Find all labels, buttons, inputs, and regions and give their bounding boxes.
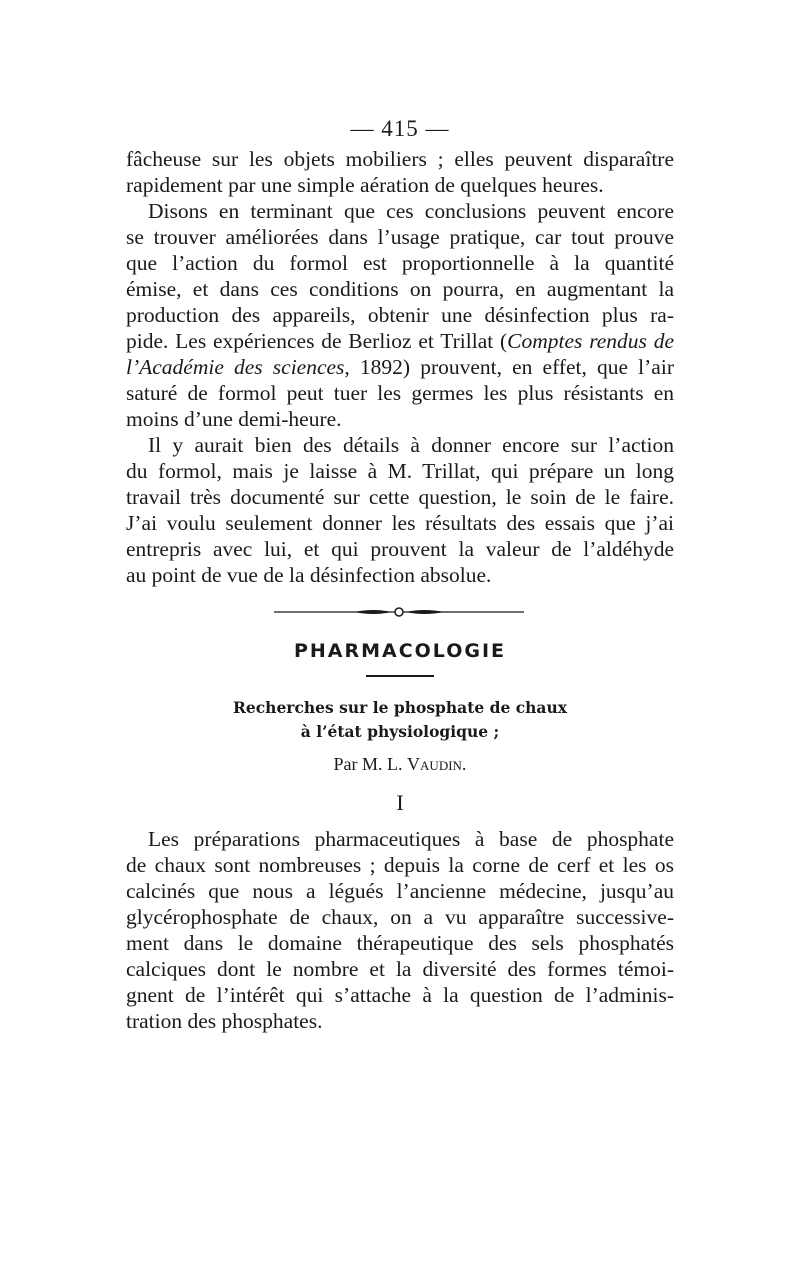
text-line: moins d’une demi-heure. bbox=[126, 407, 342, 431]
text-line: J’ai voulu seulement donner les résultats des essais que j’ai bbox=[126, 511, 674, 535]
text-line: calcinés que nous a légués l’ancienne médecine, jusqu’au bbox=[126, 879, 674, 903]
paragraph-conclusions bbox=[126, 198, 674, 432]
text-line bbox=[126, 354, 674, 380]
text-segment: , 1892) prouvent, en effet, que l’air bbox=[344, 355, 674, 379]
text-line: au point de vue de la désinfection absolue. bbox=[126, 563, 492, 587]
text-line: Les préparations pharmaceutiques à base de phosphate bbox=[148, 827, 674, 851]
text-line: que l’action du formol est proportionnelle à la quantité bbox=[126, 251, 674, 275]
text-line: se trouver améliorées dans l’usage pratique, car tout prouve bbox=[126, 225, 674, 249]
citation-italic: l’Académie des sciences bbox=[126, 355, 345, 379]
text-line: de chaux sont nombreuses ; depuis la corne de cerf et les os bbox=[126, 853, 674, 877]
text-line: entrepris avec lui, et qui prouvent la valeur de l’aldéhyde bbox=[126, 537, 674, 561]
text-line: émise, et dans ces conditions on pourra, en augmentant la bbox=[126, 277, 674, 301]
article-title-line: à l’état physiologique ; bbox=[300, 722, 500, 741]
text-line: fâcheuse sur les objets mobiliers ; elles peuvent disparaître bbox=[126, 147, 674, 171]
text-line: glycérophosphate de chaux, on a vu apparaître successive- bbox=[126, 905, 674, 929]
paragraph-continuation bbox=[126, 146, 674, 198]
section-title: PHARMACOLOGIE bbox=[293, 640, 507, 662]
text-line: calciques dont le nombre et la diversité des formes témoi- bbox=[126, 957, 674, 981]
text-line: gnent de l’intérêt qui s’attache à la question de l’adminis- bbox=[126, 983, 674, 1007]
author-line bbox=[0, 754, 800, 775]
ornamental-divider bbox=[274, 604, 524, 620]
text-segment: pide. Les expériences de Berlioz et Trillat ( bbox=[126, 329, 508, 353]
article-title bbox=[0, 696, 800, 744]
title-underline bbox=[366, 675, 434, 677]
text-line: Disons en terminant que ces conclusions peuvent encore bbox=[148, 199, 674, 223]
text-line: du formol, mais je laisse à M. Trillat, qui prépare un long bbox=[126, 459, 674, 483]
text-line: saturé de formol peut tuer les germes les plus résistants en bbox=[126, 381, 674, 405]
part-number: I bbox=[396, 790, 404, 815]
text-line: Il y aurait bien des détails à donner encore sur l’action bbox=[148, 433, 674, 457]
article-title-line: Recherches sur le phosphate de chaux bbox=[233, 698, 567, 717]
text-line: travail très documenté sur cette question, le soin de le faire. bbox=[126, 485, 674, 509]
text-line: tration des phosphates. bbox=[126, 1009, 323, 1033]
paragraph-article-body bbox=[126, 826, 674, 1034]
citation-italic: Comptes rendus de bbox=[507, 329, 674, 353]
paragraph-details bbox=[126, 432, 674, 588]
text-line bbox=[126, 328, 674, 354]
text-line: ment dans le domaine thérapeutique des sels phosphatés bbox=[126, 931, 674, 955]
text-line: rapidement par une simple aération de quelques heures. bbox=[126, 173, 604, 197]
author-prefix: Par M. L. bbox=[333, 754, 408, 774]
text-line: production des appareils, obtenir une désinfection plus ra- bbox=[126, 303, 674, 327]
author-name: Vaudin. bbox=[407, 754, 467, 774]
page-number: — 415 — bbox=[350, 116, 450, 141]
